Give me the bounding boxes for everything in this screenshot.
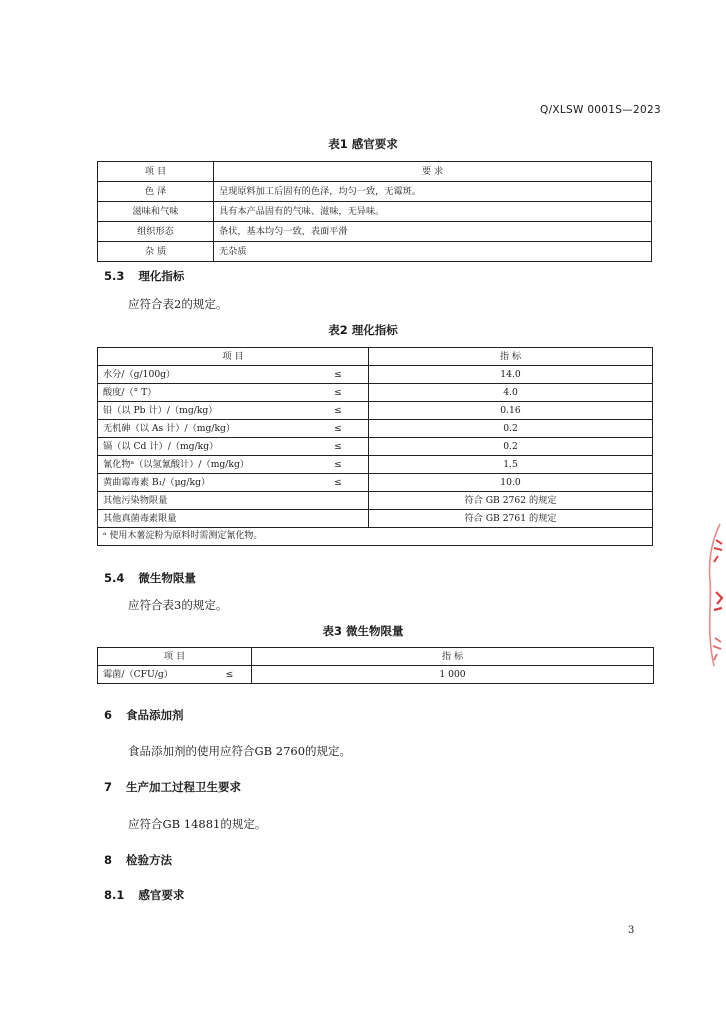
section-8-1-heading: [104, 887, 184, 903]
section-title: 生产加工过程卫生要求: [126, 780, 242, 794]
section-5-3-heading: [104, 268, 184, 284]
section-8-heading: [104, 852, 172, 868]
table-row: [98, 242, 652, 262]
section-title: 理化指标: [138, 269, 185, 283]
table-cell: ≤: [308, 456, 369, 474]
table-cell: 符合 GB 2762 的规定: [369, 492, 653, 510]
table3: [97, 647, 654, 684]
table3-caption: 表3 微生物限量: [322, 624, 404, 638]
table-cell: 10.0: [369, 474, 653, 492]
table-cell: 条状，基本均匀一致，表面平滑: [214, 222, 652, 242]
table-header-row: [98, 348, 653, 366]
table-header-cell: 指 标: [252, 648, 654, 666]
table-row: [98, 666, 654, 684]
table-cell: 呈现原料加工后固有的色泽，均匀一致，无霉斑。: [214, 182, 652, 202]
table-cell: 酸度/（° T）: [98, 384, 309, 402]
table-cell: 1 000: [252, 666, 654, 684]
document-id: Q/XLSW 0001S—2023: [540, 104, 661, 116]
table1-caption: 表1 感官要求: [328, 137, 398, 151]
table-footnote: ᵃ 使用木薯淀粉为原料时需测定氰化物。: [98, 528, 653, 546]
table-cell: 组织形态: [98, 222, 214, 242]
table-cell: 其他真菌毒素限量: [98, 510, 369, 528]
section-number: 8.1: [104, 888, 125, 902]
table-cell: 氰化物ᵃ（以氢氰酸计）/（mg/kg）: [98, 456, 309, 474]
table-row: [98, 222, 652, 242]
table-header-row: [98, 648, 654, 666]
table-cell: 14.0: [369, 366, 653, 384]
table-row: [98, 202, 652, 222]
section-6-heading: [104, 707, 184, 723]
section-title: 食品添加剂: [126, 708, 184, 722]
table-cell: 0.2: [369, 438, 653, 456]
section-5-4-text: 应符合表3的规定。: [128, 598, 228, 612]
section-6-text: 食品添加剂的使用应符合GB 2760的规定。: [128, 744, 352, 758]
table-row: [98, 456, 653, 474]
table-cell: 水分/（g/100g）: [98, 366, 309, 384]
table-cell: 镉（以 Cd 计）/（mg/kg）: [98, 438, 309, 456]
table-cell: 无杂质: [214, 242, 652, 262]
table-cell: 其他污染物限量: [98, 492, 369, 510]
table-cell: ≤: [308, 420, 369, 438]
table-cell: 4.0: [369, 384, 653, 402]
section-7-text: 应符合GB 14881的规定。: [128, 817, 267, 831]
table-cell: ≤: [308, 366, 369, 384]
table-cell: 滋味和气味: [98, 202, 214, 222]
table-header-cell: 要 求: [214, 162, 652, 182]
table-header-cell: 指 标: [369, 348, 653, 366]
section-5-3-text: 应符合表2的规定。: [128, 297, 228, 311]
table-row: [98, 492, 653, 510]
table-cell: 黄曲霉毒素 B₁/（μg/kg）: [98, 474, 309, 492]
table-cell: ≤: [308, 438, 369, 456]
table-header-cell: 项 目: [98, 348, 369, 366]
table-row: [98, 474, 653, 492]
table-footnote-row: [98, 528, 653, 546]
section-number: 8: [104, 853, 113, 867]
table-cell: 0.2: [369, 420, 653, 438]
table-row: [98, 366, 653, 384]
table2: [97, 347, 653, 546]
table-row: [98, 420, 653, 438]
section-title: 微生物限量: [138, 571, 196, 585]
table-row: [98, 384, 653, 402]
section-number: 5.4: [104, 571, 125, 585]
table2-caption: 表2 理化指标: [328, 323, 398, 337]
table-header-row: [98, 162, 652, 182]
table-row: [98, 510, 653, 528]
table-cell: ≤: [208, 666, 252, 684]
table-cell: 0.16: [369, 402, 653, 420]
table-header-cell: 项 目: [98, 162, 214, 182]
section-title: 检验方法: [126, 853, 173, 867]
section-number: 5.3: [104, 269, 125, 283]
table-cell: 色 泽: [98, 182, 214, 202]
table-cell: ≤: [308, 402, 369, 420]
table-cell: ≤: [308, 384, 369, 402]
page-number: 3: [628, 925, 635, 936]
section-number: 7: [104, 780, 113, 794]
table1: [97, 161, 652, 262]
table-cell: ≤: [308, 474, 369, 492]
table-row: [98, 182, 652, 202]
seal-stamp-icon: [700, 520, 726, 670]
table-cell: 1.5: [369, 456, 653, 474]
section-7-heading: [104, 779, 241, 795]
section-number: 6: [104, 708, 113, 722]
table-cell: 具有本产品固有的气味、滋味，无异味。: [214, 202, 652, 222]
table-header-cell: 项 目: [98, 648, 252, 666]
section-5-4-heading: [104, 570, 196, 586]
table-cell: 铅（以 Pb 计）/（mg/kg）: [98, 402, 309, 420]
table-cell: 符合 GB 2761 的规定: [369, 510, 653, 528]
table-cell: 杂 质: [98, 242, 214, 262]
section-title: 感官要求: [138, 888, 185, 902]
table-cell: 无机砷（以 As 计）/（mg/kg）: [98, 420, 309, 438]
table-cell: 霉菌/（CFU/g）: [98, 666, 209, 684]
table-row: [98, 438, 653, 456]
table-row: [98, 402, 653, 420]
